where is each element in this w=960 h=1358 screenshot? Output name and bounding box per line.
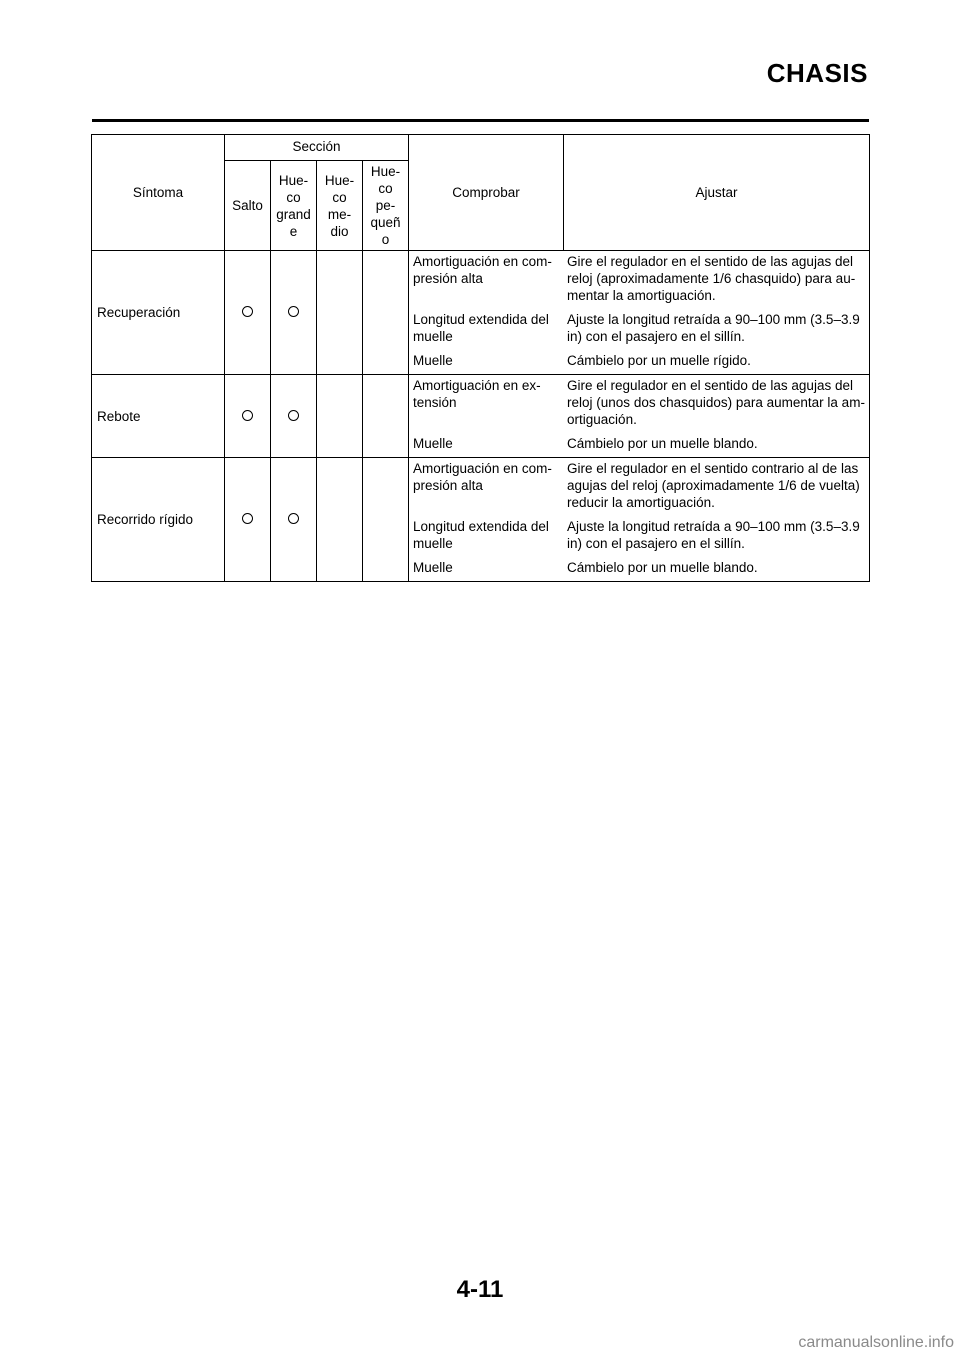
header-seccion: Sección [225,135,409,161]
table-row [92,375,870,458]
mark-cell-hueco-pequeno [363,251,409,375]
circle-mark-icon [288,513,299,524]
mark-cell-hueco-pequeno [363,458,409,582]
header-row-1 [92,135,870,161]
mark-cell-hueco-pequeno [363,375,409,458]
check-item: Muelle [413,560,453,575]
adjust-item: Gire el regulador en el sentido contrario al de las agujas del reloj (aproximadamente 1/6 de vuelta) reducir la amortiguación. [567,461,860,510]
check-item: Muelle [413,436,453,451]
adjust-item: Gire el regulador en el sentido de las agujas del reloj (unos dos chasquidos) para aumentar la am- ortiguación. [567,378,865,427]
symptom-cell: Recuperación [92,251,225,375]
check-item: Muelle [413,353,453,368]
table-row [92,251,870,375]
adjust-item: Cámbielo por un muelle rígido. [567,353,751,368]
adjust-item: Cámbielo por un muelle blando. [567,436,758,451]
mark-cell-hueco-medio [317,458,363,582]
check-item: Longitud extendida del muelle [413,312,549,344]
suspension-table [91,134,870,582]
watermark: carmanualsonline.info [798,1334,954,1351]
header-comprobar: Comprobar [409,135,564,251]
header-hueco-grande: Hue- co grand e [271,161,317,251]
circle-mark-icon [242,306,253,317]
mark-cell-salto [225,251,271,375]
page-title: CHASIS [766,58,868,88]
header-ajustar: Ajustar [564,135,870,251]
check-adjust-cell [409,375,870,458]
mark-cell-hueco-grande [271,375,317,458]
table-row [92,458,870,582]
header-sintoma: Síntoma [92,135,225,251]
mark-cell-salto [225,458,271,582]
circle-mark-icon [242,410,253,421]
check-adjust-cell [409,458,870,582]
adjust-item: Gire el regulador en el sentido de las agujas del reloj (aproximadamente 1/6 chasquido) para au- mentar la amortiguación. [567,254,856,303]
page-number: 4-11 [456,1276,504,1303]
circle-mark-icon [242,513,253,524]
symptom-cell: Rebote [92,375,225,458]
header-salto: Salto [225,161,271,251]
symptom-cell: Recorrido rígido [92,458,225,582]
circle-mark-icon [288,306,299,317]
check-item: Amortiguación en com- presión alta [413,254,552,286]
header-hueco-pequeno: Hue- co pe- queñ o [363,161,409,251]
circle-mark-icon [288,410,299,421]
adjust-item: Cámbielo por un muelle blando. [567,560,758,575]
check-item: Amortiguación en com- presión alta [413,461,552,493]
adjust-item: Ajuste la longitud retraída a 90–100 mm (3.5–3.9 in) con el pasajero en el sillín. [567,312,860,344]
mark-cell-salto [225,375,271,458]
mark-cell-hueco-medio [317,375,363,458]
header-hueco-medio: Hue- co me- dio [317,161,363,251]
title-rule [92,119,869,122]
mark-cell-hueco-grande [271,458,317,582]
adjust-item: Ajuste la longitud retraída a 90–100 mm (3.5–3.9 in) con el pasajero en el sillín. [567,519,860,551]
check-item: Amortiguación en ex- tensión [413,378,541,410]
check-adjust-cell [409,251,870,375]
mark-cell-hueco-grande [271,251,317,375]
check-item: Longitud extendida del muelle [413,519,549,551]
mark-cell-hueco-medio [317,251,363,375]
